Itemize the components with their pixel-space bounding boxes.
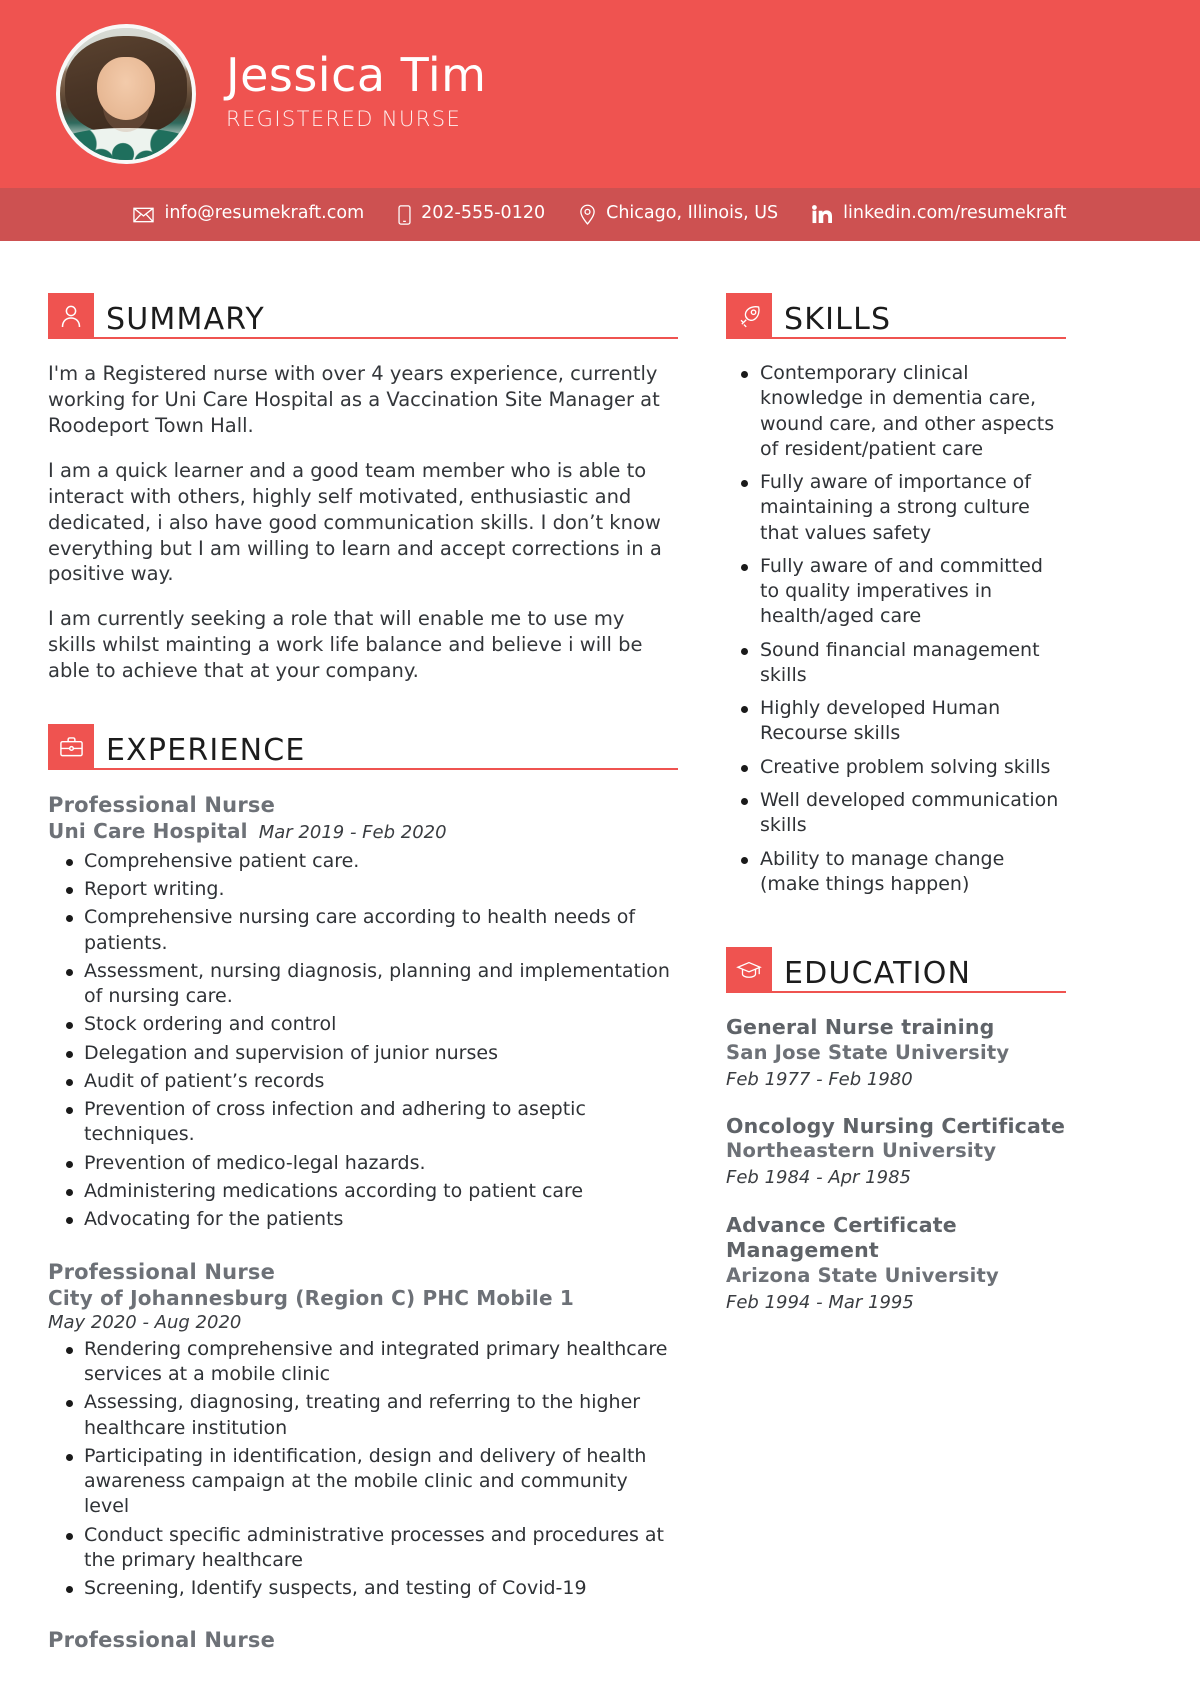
skills-section xyxy=(726,293,1066,897)
list-item: Creative problem solving skills xyxy=(726,755,1066,780)
skills-list xyxy=(726,361,1066,897)
list-item: Assessment, nursing diagnosis, planning and implementation of nursing care. xyxy=(48,959,678,1010)
experience-role: Professional Nurse xyxy=(48,1259,276,1284)
list-item: Prevention of medico-legal hazards. xyxy=(48,1151,678,1176)
summary-heading: SUMMARY xyxy=(106,302,265,337)
experience-role: Professional Nurse xyxy=(48,1628,276,1653)
location-pin-icon xyxy=(579,204,596,225)
phone-icon xyxy=(398,205,411,225)
education-entry xyxy=(726,1114,1066,1191)
list-item: Stock ordering and control xyxy=(48,1012,678,1037)
education-dates: Feb 1994 - Mar 1995 xyxy=(726,1291,914,1313)
list-item: Ability to manage change (make things happen) xyxy=(726,847,1066,898)
linkedin-icon xyxy=(812,205,833,224)
list-item: Comprehensive patient care. xyxy=(48,849,678,874)
contact-item-linkedin[interactable] xyxy=(812,205,1066,224)
education-dates: Feb 1984 - Apr 1985 xyxy=(726,1167,911,1189)
experience-section xyxy=(48,724,678,1654)
avatar-blouse xyxy=(60,128,192,160)
summary-paragraph: I am currently seeking a role that will enable me to use my skills whilst mainting a work life balance and believe i will be able to achieve that at your company. xyxy=(48,607,643,683)
summary-section xyxy=(48,293,678,684)
summary-paragraph: I'm a Registered nurse with over 4 years experience, currently working for Uni Care Hospital as a Vaccination Site Manager at Roodeport Town Hall. xyxy=(48,362,660,437)
list-item: Report writing. xyxy=(48,877,678,902)
contact-bar xyxy=(0,188,1200,241)
list-item: Assessing, diagnosing, treating and referring to the higher healthcare institution xyxy=(48,1390,678,1441)
left-column xyxy=(48,293,678,1680)
list-item: Fully aware of importance of maintaining a strong culture that values safety xyxy=(726,470,1066,546)
list-item: Audit of patient’s records xyxy=(48,1069,678,1094)
resume-body xyxy=(0,241,1200,1680)
summary-title-wrap xyxy=(92,303,678,339)
education-degree: Oncology Nursing Certificate xyxy=(726,1113,1066,1138)
education-school: Northeastern University xyxy=(726,1139,997,1163)
avatar xyxy=(56,24,196,164)
contact-location-text: Chicago, Illinois, US xyxy=(606,203,779,224)
experience-role: Professional Nurse xyxy=(48,793,276,818)
job-title: REGISTERED NURSE xyxy=(226,106,462,131)
experience-entry xyxy=(48,1627,678,1653)
experience-company: Uni Care Hospital xyxy=(48,819,248,844)
section-spacer xyxy=(48,684,678,694)
experience-title-wrap xyxy=(92,734,678,770)
experience-section-header xyxy=(48,724,678,770)
experience-entry xyxy=(48,1259,678,1602)
contact-email-text: info@resumekraft.com xyxy=(164,203,365,224)
experience-bullets xyxy=(48,849,678,1233)
graduation-cap-icon xyxy=(726,947,772,993)
list-item: Well developed communication skills xyxy=(726,788,1066,839)
education-title-wrap xyxy=(770,957,1066,993)
skills-section-header xyxy=(726,293,1066,339)
contact-phone-text: 202-555-0120 xyxy=(421,203,546,224)
list-item: Administering medications according to patient care xyxy=(48,1179,678,1204)
page-title: Jessica Tim xyxy=(226,48,487,103)
education-dates: Feb 1977 - Feb 1980 xyxy=(726,1068,913,1090)
experience-company-line xyxy=(48,1285,678,1311)
list-item: Advocating for the patients xyxy=(48,1207,678,1232)
contact-linkedin-text: linkedin.com/resumekraft xyxy=(843,203,1067,224)
list-item: Participating in identification, design and delivery of health awareness campaign at the mobile clinic and community level xyxy=(48,1444,678,1520)
person-icon xyxy=(48,293,94,339)
list-item: Prevention of cross infection and adhering to aseptic techniques. xyxy=(48,1097,678,1148)
right-column xyxy=(726,293,1066,1680)
education-section xyxy=(726,947,1066,1315)
rocket-icon xyxy=(726,293,772,339)
education-entry xyxy=(726,1015,1066,1092)
contact-item-location[interactable] xyxy=(579,204,778,225)
summary-paragraph: I am a quick learner and a good team member who is able to interact with others, highly self motivated, enthusiastic and dedicated, i also have good communication skills. I don’t know everything but I am willing to learn and accept corrections in a positive way. xyxy=(48,458,662,586)
education-degree: General Nurse training xyxy=(726,1015,995,1040)
list-item: Sound financial management skills xyxy=(726,638,1066,689)
experience-bullets xyxy=(48,1337,678,1602)
list-item: Highly developed Human Recourse skills xyxy=(726,696,1066,747)
list-item: Contemporary clinical knowledge in dementia care, wound care, and other aspects of resident/patient care xyxy=(726,361,1066,462)
avatar-photo xyxy=(60,28,192,160)
skills-title-wrap xyxy=(770,303,1066,339)
contact-item-email[interactable] xyxy=(133,205,364,224)
education-entry xyxy=(726,1213,1066,1315)
experience-entry xyxy=(48,792,678,1232)
summary-section-header xyxy=(48,293,678,339)
education-school: Arizona State University xyxy=(726,1263,999,1287)
experience-dates: May 2020 - Aug 2020 xyxy=(48,1311,242,1333)
skills-heading: SKILLS xyxy=(784,302,892,337)
list-item: Conduct specific administrative processes and procedures at the primary healthcare xyxy=(48,1523,678,1574)
list-item: Screening, Identify suspects, and testing of Covid-19 xyxy=(48,1576,678,1601)
list-item: Comprehensive nursing care according to health needs of patients. xyxy=(48,905,678,956)
list-item: Rendering comprehensive and integrated primary healthcare services at a mobile clinic xyxy=(48,1337,678,1388)
briefcase-icon xyxy=(48,724,94,770)
resume-header xyxy=(0,0,1200,188)
envelope-icon xyxy=(133,207,154,223)
experience-company-line xyxy=(48,818,678,844)
contact-item-phone[interactable] xyxy=(398,205,545,225)
list-item: Fully aware of and committed to quality imperatives in health/aged care xyxy=(726,554,1066,630)
education-school: San Jose State University xyxy=(726,1040,1010,1064)
experience-dates: Mar 2019 - Feb 2020 xyxy=(258,822,447,844)
education-section-header xyxy=(726,947,1066,993)
list-item: Delegation and supervision of junior nurses xyxy=(48,1041,678,1066)
experience-heading: EXPERIENCE xyxy=(106,733,306,769)
education-heading: EDUCATION xyxy=(784,956,972,992)
experience-company: City of Johannesburg (Region C) PHC Mobile 1 xyxy=(48,1285,575,1310)
education-degree: Advance Certificate Management xyxy=(726,1212,957,1263)
name-block xyxy=(226,48,487,137)
